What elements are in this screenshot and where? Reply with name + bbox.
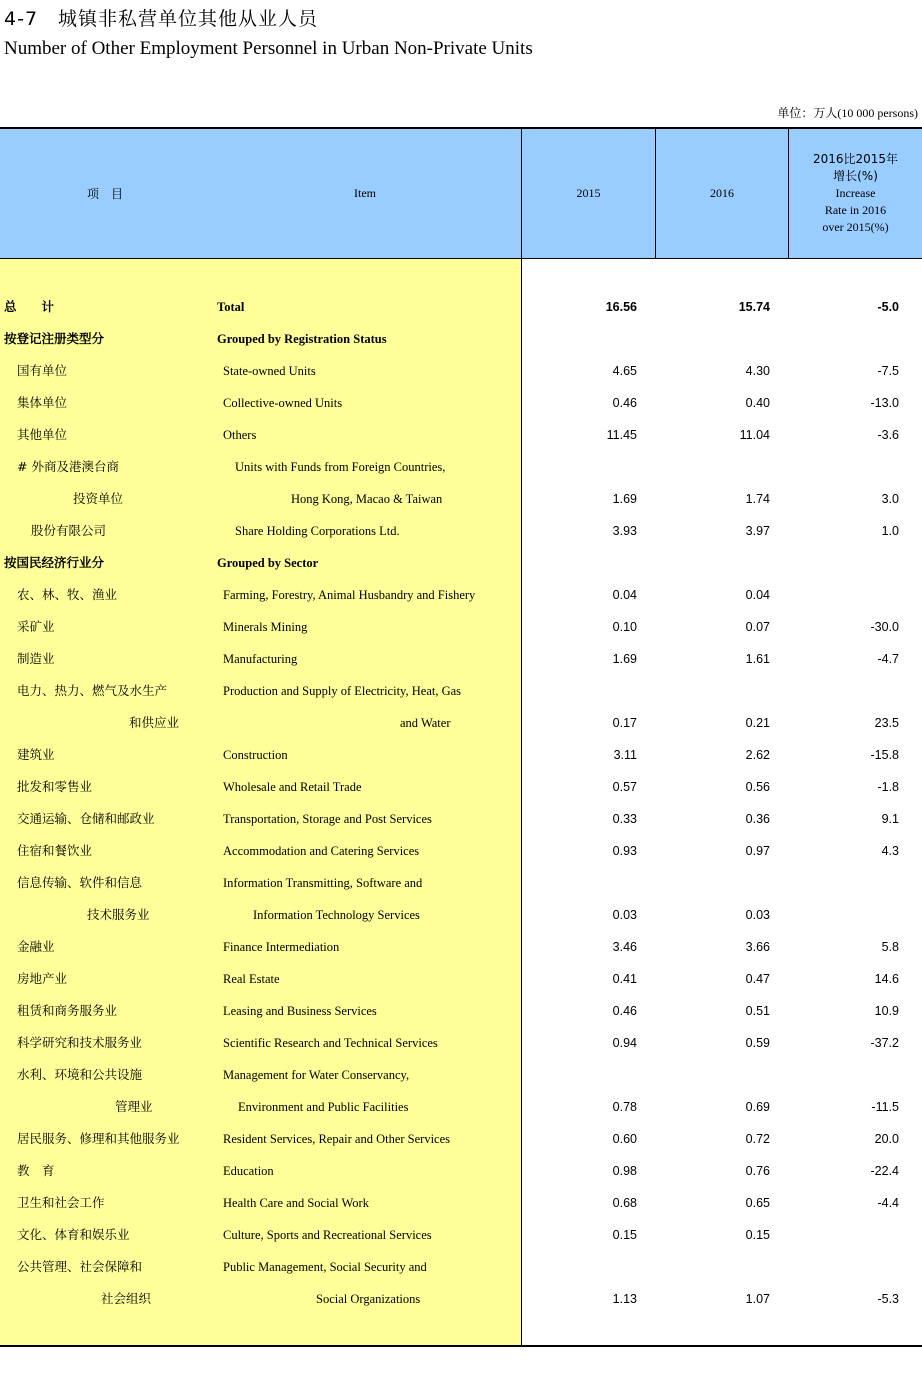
cell-rate: 10.9	[874, 1004, 899, 1018]
cell-2016: 0.59	[745, 1036, 770, 1050]
cell-2016: 0.76	[745, 1164, 770, 1178]
table-row	[0, 939, 922, 971]
row-label-en: Finance Intermediation	[223, 940, 340, 954]
cell-rate: -4.4	[877, 1196, 899, 1210]
header-2016: 2016	[710, 186, 734, 200]
row-label-en: Hong Kong, Macao & Taiwan	[291, 492, 443, 506]
row-label-en: Leasing and Business Services	[223, 1004, 377, 1018]
row-label-en: Units with Funds from Foreign Countries,	[235, 460, 446, 474]
row-label-en: Production and Supply of Electricity, Heat, Gas	[223, 684, 462, 698]
row-label-cn: 文化、体育和娱乐业	[17, 1227, 130, 1242]
cell-rate: 9.1	[881, 812, 899, 826]
row-label-cn: 农、林、牧、渔业	[17, 587, 118, 602]
row-label-en: Minerals Mining	[223, 620, 308, 634]
cell-2015: 0.94	[612, 1036, 637, 1050]
table-row	[0, 395, 922, 427]
row-label-en: Manufacturing	[223, 652, 298, 666]
row-label-cn: 水利、环境和公共设施	[17, 1067, 143, 1082]
row-label-cn: 教 育	[17, 1163, 55, 1178]
cell-2015: 0.78	[612, 1100, 637, 1114]
table-row	[0, 1003, 922, 1035]
table-row	[0, 1163, 922, 1195]
cell-2016: 0.40	[745, 396, 770, 410]
table-row	[0, 651, 922, 683]
header-rate	[789, 151, 922, 236]
table-row	[0, 779, 922, 811]
row-label-en: Collective-owned Units	[223, 396, 343, 410]
row-label-en: and Water	[400, 716, 451, 730]
table-row	[0, 619, 922, 651]
row-label-cn: 技术服务业	[87, 907, 150, 922]
cell-2015: 0.33	[612, 812, 637, 826]
row-label-en: Scientific Research and Technical Services	[223, 1036, 438, 1050]
cell-2015: 3.46	[612, 940, 637, 954]
row-label-en: Information Technology Services	[253, 908, 420, 922]
cell-2015: 0.93	[612, 844, 637, 858]
row-label-cn: 股份有限公司	[31, 523, 107, 538]
table-row	[0, 1035, 922, 1067]
row-label-en: Real Estate	[223, 972, 280, 986]
row-label-cn: 公共管理、社会保障和	[17, 1259, 143, 1274]
cell-2015: 0.15	[612, 1228, 637, 1242]
cell-2016: 4.30	[745, 364, 770, 378]
cell-rate: -13.0	[870, 396, 899, 410]
cell-2016: 11.04	[739, 428, 770, 442]
row-label-en: Wholesale and Retail Trade	[223, 780, 362, 794]
table-row	[0, 843, 922, 875]
row-label-en: Others	[223, 428, 257, 442]
cell-rate: -5.0	[877, 300, 899, 314]
cell-rate: -1.8	[877, 780, 899, 794]
row-label-cn: 房地产业	[17, 971, 68, 986]
cell-2016: 0.65	[745, 1196, 770, 1210]
table-row	[0, 971, 922, 1003]
table-row	[0, 811, 922, 843]
cell-2016: 1.74	[745, 492, 770, 506]
table-row	[0, 427, 922, 459]
cell-2015: 1.69	[612, 652, 637, 666]
cell-2016: 0.21	[745, 716, 770, 730]
row-label-cn: 居民服务、修理和其他服务业	[17, 1131, 180, 1146]
cell-2015: 0.04	[612, 588, 637, 602]
cell-rate: -22.4	[870, 1164, 899, 1178]
table-row	[0, 683, 922, 715]
cell-2016: 15.74	[738, 300, 770, 314]
cell-2015: 0.46	[612, 396, 637, 410]
row-label-en: Total	[217, 300, 245, 314]
row-label-en: Education	[223, 1164, 274, 1178]
row-label-en: Construction	[223, 748, 288, 762]
cell-2015: 1.13	[612, 1292, 637, 1306]
header-rate-line: 2016比2015年	[812, 152, 899, 166]
cell-2015: 1.69	[612, 492, 637, 506]
cell-2016: 0.56	[745, 780, 770, 794]
row-label-en: Social Organizations	[316, 1292, 421, 1306]
cell-2015: 3.11	[613, 748, 637, 762]
row-label-cn: 其他单位	[17, 427, 68, 442]
cell-rate: -4.7	[877, 652, 899, 666]
table-row	[0, 1131, 922, 1163]
header-rate-line: over 2015(%)	[822, 220, 889, 234]
cell-rate: 4.3	[881, 844, 899, 858]
row-label-en: Transportation, Storage and Post Services	[223, 812, 432, 826]
table-title-cn: 4-7 城镇非私营单位其他从业人员	[4, 8, 319, 30]
row-label-cn: 金融业	[17, 939, 55, 954]
row-label-cn: 住宿和餐饮业	[17, 843, 93, 858]
cell-rate: 23.5	[874, 716, 899, 730]
row-label-cn: 集体单位	[17, 395, 68, 410]
cell-2015: 0.17	[612, 716, 637, 730]
cell-2015: 0.98	[612, 1164, 637, 1178]
cell-2015: 11.45	[606, 428, 637, 442]
table-row	[0, 1067, 922, 1099]
header-rate-line: 增长(%)	[833, 169, 878, 183]
table-row	[0, 1195, 922, 1227]
cell-2016: 1.07	[745, 1292, 770, 1306]
table-row	[0, 715, 922, 747]
row-label-en: Environment and Public Facilities	[238, 1100, 409, 1114]
cell-2016: 0.47	[745, 972, 770, 986]
row-label-en: Grouped by Registration Status	[217, 332, 387, 346]
row-label-cn: 管理业	[115, 1099, 153, 1114]
row-label-cn: 采矿业	[17, 619, 55, 634]
table-row	[0, 1259, 922, 1291]
table-row	[0, 1099, 922, 1131]
cell-2016: 0.07	[745, 620, 770, 634]
unit-note: 单位：万人(10 000 persons)	[777, 106, 918, 120]
cell-rate: -11.5	[871, 1100, 899, 1114]
cell-2016: 0.97	[745, 844, 770, 858]
cell-2016: 0.51	[745, 1004, 770, 1018]
table-bottom-rule	[0, 1345, 922, 1347]
cell-rate: -5.3	[877, 1292, 899, 1306]
row-label-cn: 电力、热力、燃气及水生产	[17, 683, 168, 698]
cell-rate: -30.0	[870, 620, 899, 634]
table-row	[0, 555, 922, 587]
row-label-en: Resident Services, Repair and Other Services	[223, 1132, 451, 1146]
row-label-en: Public Management, Social Security and	[223, 1260, 427, 1274]
row-label-cn: # 外商及港澳台商	[17, 459, 119, 474]
row-label-cn: 租赁和商务服务业	[17, 1003, 118, 1018]
cell-rate: -15.8	[870, 748, 899, 762]
cell-2015: 0.60	[612, 1132, 637, 1146]
table-row	[0, 523, 922, 555]
row-label-en: Accommodation and Catering Services	[223, 844, 420, 858]
table-row	[0, 491, 922, 523]
cell-rate: 1.0	[881, 524, 899, 538]
cell-2015: 4.65	[612, 364, 637, 378]
row-label-cn: 建筑业	[17, 747, 55, 762]
header-top-rule	[0, 127, 922, 129]
row-label-en: Grouped by Sector	[217, 556, 319, 570]
row-label-en: Health Care and Social Work	[223, 1196, 369, 1210]
cell-2016: 3.97	[745, 524, 770, 538]
table-title-en: Number of Other Employment Personnel in Urban Non-Private Units	[4, 38, 533, 59]
row-label-cn: 信息传输、软件和信息	[17, 875, 143, 890]
cell-rate: -7.5	[877, 364, 899, 378]
cell-2015: 0.57	[612, 780, 637, 794]
cell-2015: 16.56	[605, 300, 637, 314]
cell-2016: 0.72	[745, 1132, 770, 1146]
cell-2016: 1.61	[745, 652, 770, 666]
header-item-en: Item	[354, 186, 376, 200]
cell-rate: -3.6	[877, 428, 899, 442]
row-label-cn: 卫生和社会工作	[17, 1195, 105, 1210]
row-label-cn: 和供应业	[129, 715, 180, 730]
row-label-cn: 交通运输、仓储和邮政业	[17, 811, 155, 826]
cell-2016: 0.04	[745, 588, 770, 602]
row-label-cn: 国有单位	[17, 363, 68, 378]
cell-2015: 0.41	[612, 972, 637, 986]
cell-2016: 3.66	[745, 940, 770, 954]
cell-2016: 0.69	[745, 1100, 770, 1114]
table-row	[0, 299, 922, 331]
cell-2015: 3.93	[612, 524, 637, 538]
row-label-en: Share Holding Corporations Ltd.	[235, 524, 400, 538]
cell-2015: 0.68	[612, 1196, 637, 1210]
header-rate-line: Rate in 2016	[824, 203, 887, 217]
table-row	[0, 363, 922, 395]
row-label-en: Management for Water Conservancy,	[223, 1068, 410, 1082]
row-label-en: State-owned Units	[223, 364, 316, 378]
cell-2016: 0.36	[745, 812, 770, 826]
row-label-cn: 按登记注册类型分	[4, 331, 105, 346]
table-row	[0, 1291, 922, 1323]
cell-2015: 0.10	[612, 620, 637, 634]
table-row	[0, 907, 922, 939]
cell-2016: 2.62	[745, 748, 770, 762]
row-label-cn: 科学研究和技术服务业	[17, 1035, 143, 1050]
row-label-en: Information Transmitting, Software and	[223, 876, 423, 890]
cell-2015: 0.03	[612, 908, 637, 922]
header-rate-line: Increase	[835, 186, 876, 200]
table-row	[0, 331, 922, 363]
table-row	[0, 1227, 922, 1259]
header-item-cn: 项 目	[86, 187, 123, 201]
row-label-cn: 总 计	[4, 299, 55, 314]
cell-rate: 5.8	[881, 940, 899, 954]
row-label-cn: 社会组织	[101, 1291, 152, 1306]
row-label-cn: 按国民经济行业分	[4, 555, 105, 570]
row-label-en: Culture, Sports and Recreational Services	[223, 1228, 432, 1242]
row-label-cn: 制造业	[17, 651, 55, 666]
cell-rate: -37.2	[870, 1036, 899, 1050]
header-2015: 2015	[576, 186, 601, 200]
table-row	[0, 747, 922, 779]
table-row	[0, 875, 922, 907]
cell-2016: 0.15	[745, 1228, 770, 1242]
cell-rate: 3.0	[881, 492, 899, 506]
cell-rate: 20.0	[874, 1132, 899, 1146]
cell-2015: 0.46	[612, 1004, 637, 1018]
cell-rate: 14.6	[874, 972, 899, 986]
table-row	[0, 587, 922, 619]
row-label-en: Farming, Forestry, Animal Husbandry and Fishery	[223, 588, 476, 602]
row-label-cn: 批发和零售业	[17, 779, 93, 794]
row-label-cn: 投资单位	[73, 491, 124, 506]
cell-2016: 0.03	[745, 908, 770, 922]
table-row	[0, 459, 922, 491]
